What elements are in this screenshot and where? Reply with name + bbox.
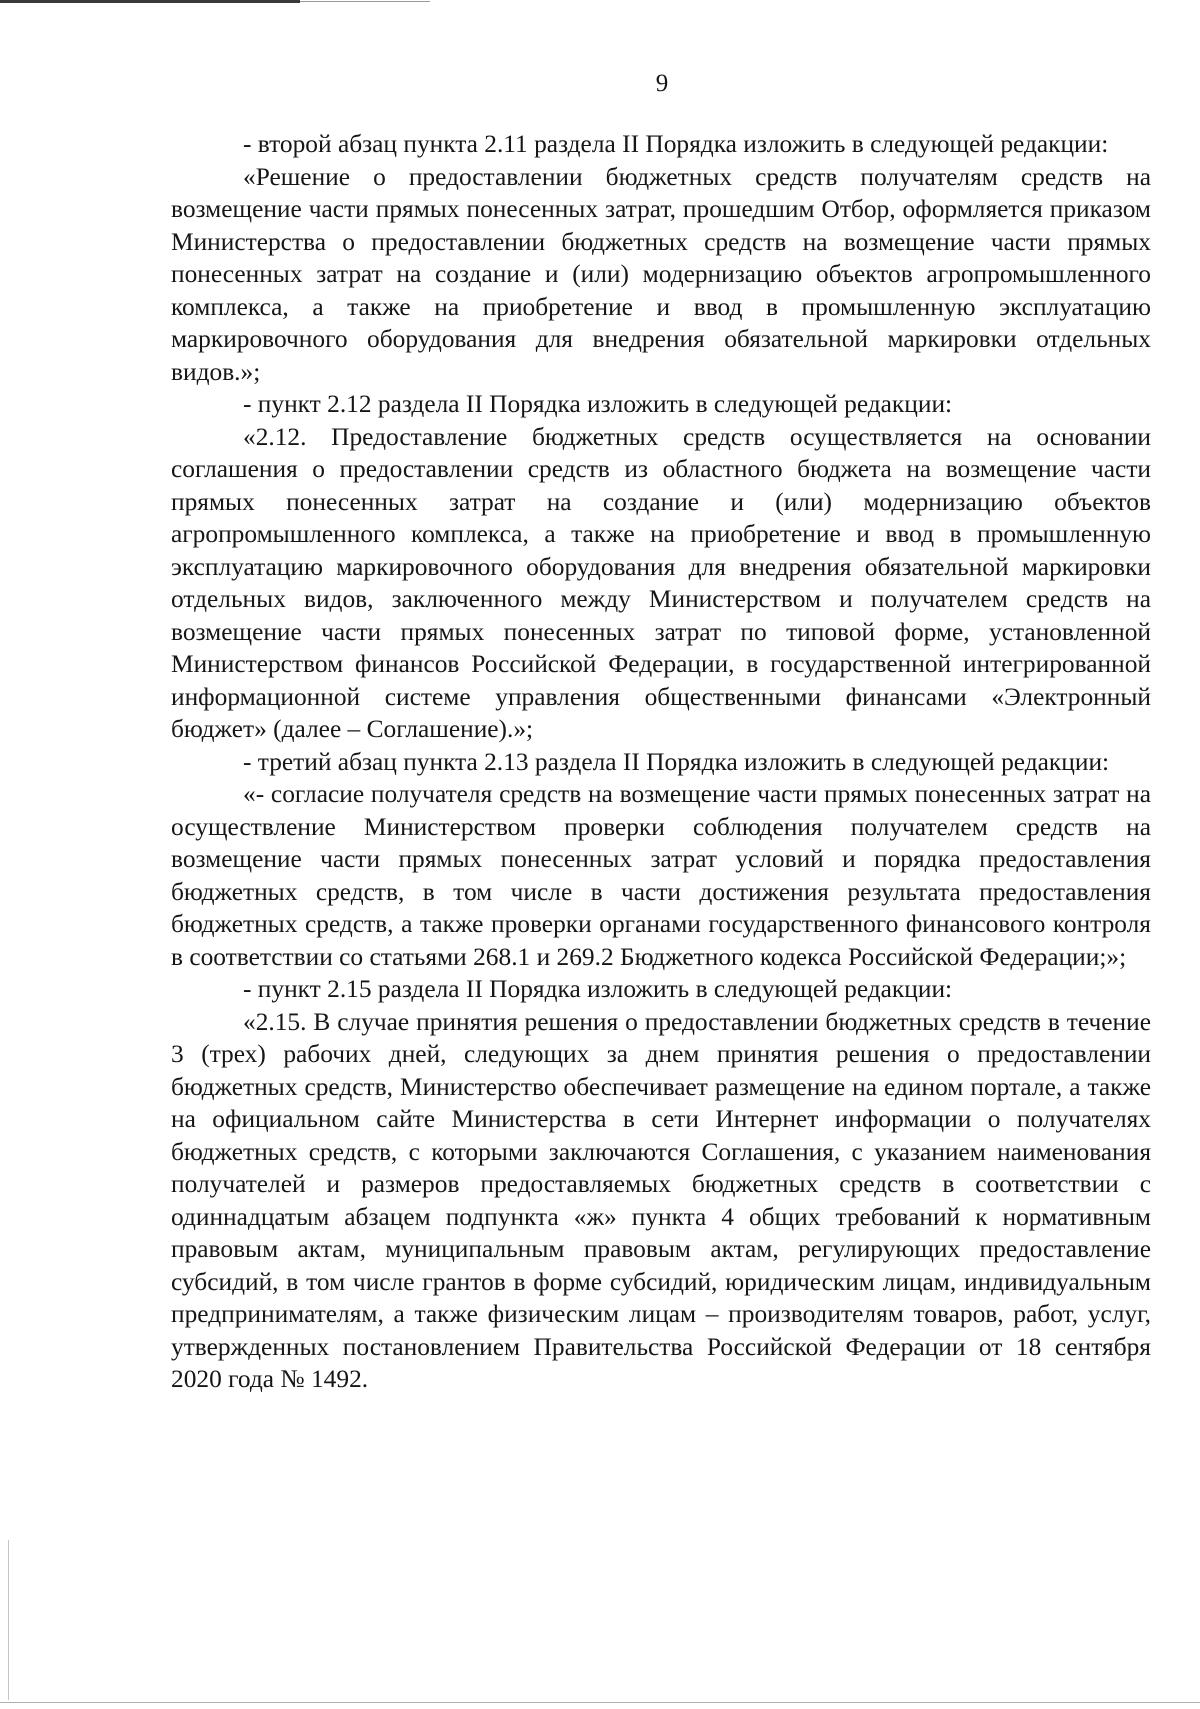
scan-edge-top-faint xyxy=(300,1,430,2)
paragraph-amendment-2-12-intro: - пункт 2.12 раздела II Порядка изложить в следующей редакции: xyxy=(243,390,953,418)
page-number: 9 xyxy=(655,70,669,97)
paragraph-amendment-2-12-text: «2.12. Предоставление бюджетных средств осуществляется на основании соглашения о предоставлении средств из областного бюджета на возмещение части прямых понесенных затрат на создание и (или) модернизацию объектов агропромышленного комплекса, а также на приобретение и ввод в промышленную эксплуатацию маркировочного оборудования для внедрения обязательной маркировки отдельных видов, заключенного между Министерством и получателем средств на возмещение части прямых понесенных затрат по типовой форме, установленной Министерством финансов Российской Федерации, в государственной интегрированной информационной системе управления общественными финансами «Электронный бюджет» (далее – Соглашение).»; xyxy=(171,422,1151,743)
scan-edge-left xyxy=(8,1540,9,1700)
paragraph-amendment-2-13-intro: - третий абзац пункта 2.13 раздела II Порядка изложить в следующей редакции: xyxy=(243,747,1110,776)
scan-edge-bottom xyxy=(0,1702,1200,1703)
paragraph-amendment-2-11-text: «Решение о предоставлении бюджетных средств получателям средств на возмещение части прямых понесенных затрат, прошедшим Отбор, оформляется приказом Министерства о предоставлении бюджетных средств на возмещение части прямых понесенных затрат на создание и (или) модернизацию объектов агропромышленного комплекса, а также на приобретение и ввод в промышленную эксплуатацию маркировочного оборудования для внедрения обязательной маркировки отдельных видов.»; xyxy=(171,162,1151,386)
scan-edge-top xyxy=(0,0,300,3)
paragraph-amendment-2-15-intro: - пункт 2.15 раздела II Порядка изложить в следующей редакции: xyxy=(243,975,953,1003)
paragraph-amendment-2-15-text: «2.15. В случае принятия решения о предоставлении бюджетных средств в течение 3 (трех) рабочих дней, следующих за днем принятия решения о предоставлении бюджетных средств, Министерство обеспечивает размещение на едином портале, а также на официальном сайте Министерства в сети Интернет информации о получателях бюджетных средств, с которыми заключаются Соглашения, с указанием наименования получателей и размеров предоставляемых бюджетных средств в соответствии с одиннадцатым абзацем подпункта «ж» пункта 4 общих требований к нормативным правовым актам, муниципальным правовым актам, регулирующих предоставление субсидий, в том числе грантов в форме субсидий, юридическим лицам, индивидуальным предпринимателям, а также физическим лицам – производителям товаров, работ, услуг, утвержденных постановлением Правительства Российской Федерации от 18 сентября 2020 года № 1492. xyxy=(171,1007,1151,1393)
document-body xyxy=(171,128,1151,1396)
paragraph-amendment-2-13-text: «- согласие получателя средств на возмещение части прямых понесенных затрат на осуществление Министерством проверки соблюдения получателем средств на возмещение части прямых понесенных затрат условий и порядка предоставления бюджетных средств, в том числе в части достижения результата предоставления бюджетных средств, а также проверки органами государственного финансового контроля в соответствии со статьями 268.1 и 269.2 Бюджетного кодекса Российской Федерации;»; xyxy=(171,780,1151,971)
paragraph-amendment-2-11-intro: - второй абзац пункта 2.11 раздела II Порядка изложить в следующей редакции: xyxy=(243,130,1109,158)
